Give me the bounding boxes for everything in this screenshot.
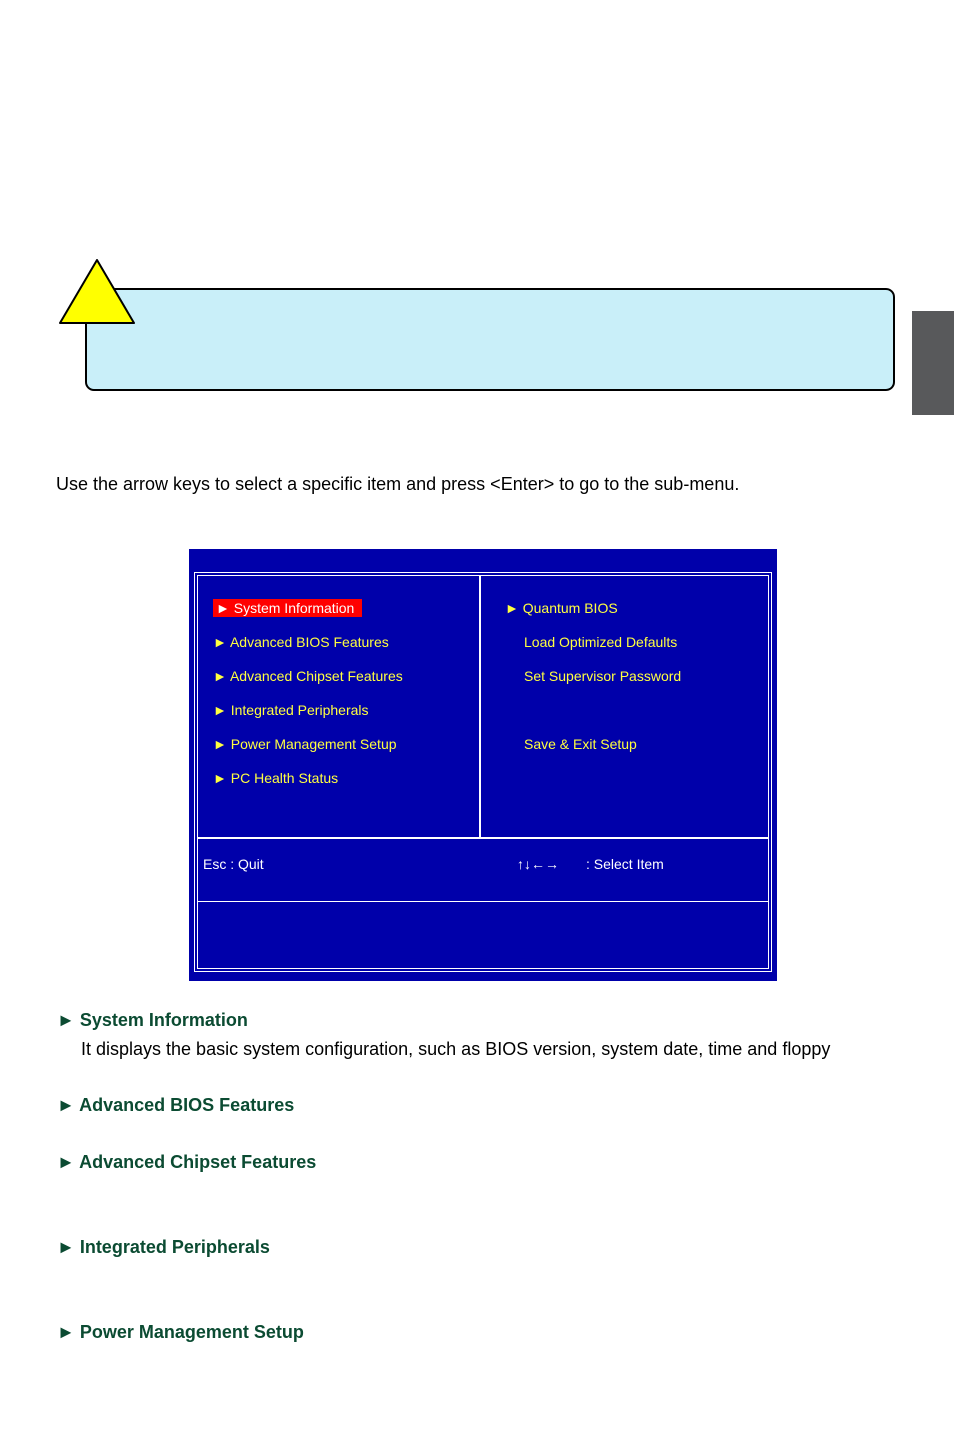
bios-item-quantum-bios[interactable]: ► Quantum BIOS xyxy=(505,600,618,616)
section-title-advanced-chipset-features: ► Advanced Chipset Features xyxy=(57,1152,317,1172)
bios-item-advanced-chipset-features[interactable]: ► Advanced Chipset Features xyxy=(213,668,403,684)
bios-item-system-information[interactable]: ► System Information xyxy=(213,599,362,617)
bios-footer-select-item: : Select Item xyxy=(586,856,664,872)
bios-item-load-optimized-defaults[interactable]: Load Optimized Defaults xyxy=(524,634,678,650)
bios-item-integrated-peripherals[interactable]: ► Integrated Peripherals xyxy=(213,702,369,718)
bios-item-advanced-bios-features[interactable]: ► Advanced BIOS Features xyxy=(213,634,389,650)
bios-item-save-exit-setup[interactable]: Save & Exit Setup xyxy=(524,736,637,752)
bios-item-pc-health-status[interactable]: ► PC Health Status xyxy=(213,770,339,786)
intro-text: Use the arrow keys to select a specific item and press <Enter> to go to the sub-menu. xyxy=(56,474,740,494)
bios-main-menu xyxy=(189,549,777,981)
bios-column-divider xyxy=(479,575,481,838)
bios-item-set-supervisor-password[interactable]: Set Supervisor Password xyxy=(524,668,682,684)
section-title-integrated-peripherals: ► Integrated Peripherals xyxy=(57,1237,270,1257)
section-title-power-management-setup: ► Power Management Setup xyxy=(57,1322,304,1342)
section-title-advanced-bios-features: ► Advanced BIOS Features xyxy=(57,1095,295,1115)
chapter-side-tab xyxy=(912,311,954,415)
note-box xyxy=(85,288,895,391)
bios-footer-divider xyxy=(197,837,769,839)
bios-help-divider xyxy=(197,901,769,902)
bios-footer-quit: Esc : Quit xyxy=(203,856,264,872)
section-title-system-information: ► System Information xyxy=(57,1010,248,1030)
bios-footer-arrows: ↑↓←→ xyxy=(517,856,559,872)
bios-item-power-management-setup[interactable]: ► Power Management Setup xyxy=(213,736,397,752)
section-body-system-information: It displays the basic system configuration, such as BIOS version, system date, time and floppy xyxy=(81,1039,831,1059)
warning-triangle-icon xyxy=(57,257,137,325)
